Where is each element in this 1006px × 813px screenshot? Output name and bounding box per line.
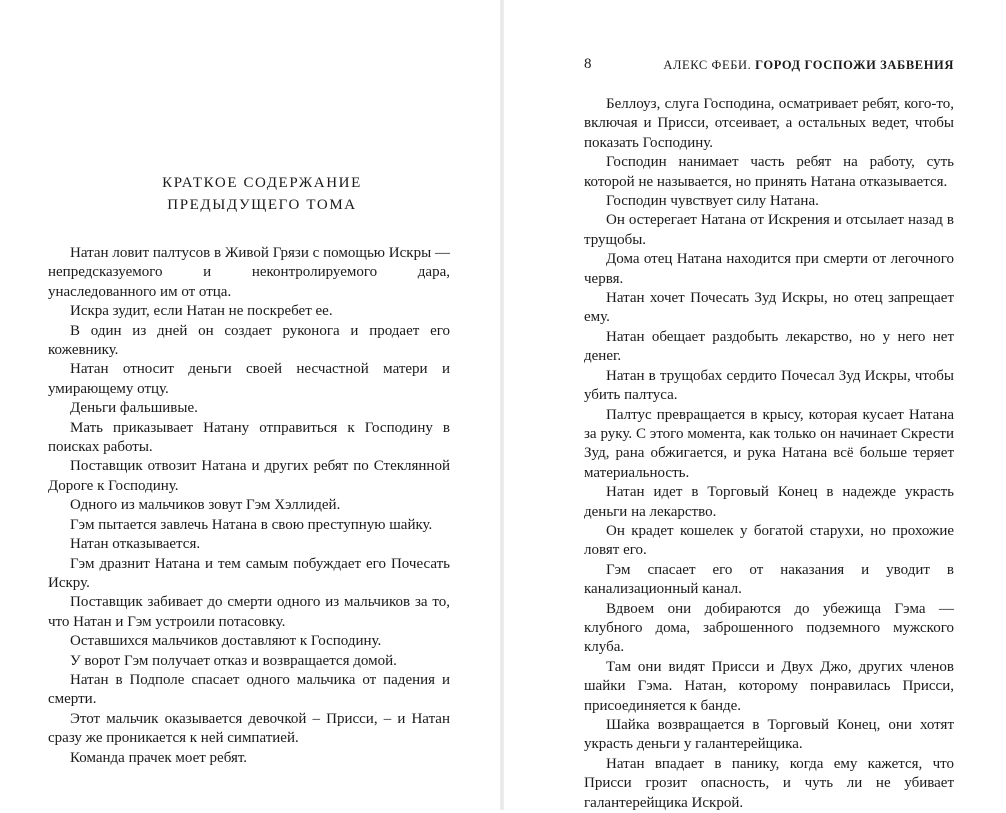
- paragraph: Команда прачек моет ребят.: [70, 749, 248, 766]
- paragraph: Беллоуз, слуга Господина, осматривает ребят, кого-то, включая и Присси, отсеивает, а остальных ведет, чтобы показать Господину.: [584, 96, 954, 151]
- right-page-body: [584, 95, 954, 813]
- paragraph: Он остерегает Натана от Искрения и отсылает назад в трущобы.: [584, 212, 954, 248]
- paragraph: Дома отец Натана находится при смерти от легочного червя.: [584, 251, 954, 287]
- paragraph: Натан обещает раздобыть лекарство, но у него нет денег.: [584, 328, 954, 365]
- paragraph: Искра зудит, если Натан не поскребет ее.: [70, 303, 333, 320]
- paragraph: Господин чувствует силу Натана.: [606, 193, 819, 210]
- paragraph: Гэм пытается завлечь Натана в свою преступную шайку.: [70, 516, 433, 533]
- running-head-title: [663, 58, 954, 73]
- paragraph: Этот мальчик оказывается девочкой – Присси, – и Натан сразу же проникается к ней симпатией.: [48, 710, 450, 747]
- running-head-book: ГОРОД ГОСПОЖИ ЗАБВЕНИЯ: [755, 58, 954, 72]
- paragraph: Натан отказывается.: [70, 536, 201, 553]
- paragraph: Натан ловит палтусов в Живой Грязи с помощью Искры — непредсказуемого и неконтролируемого дара, унаследованного им от отца.: [48, 245, 450, 300]
- paragraph: Господин нанимает часть ребят на работу, суть которой не называется, но принять Натана отказывается.: [584, 154, 954, 190]
- paragraph: Натан в Подполе спасает одного мальчика от падения и смерти.: [48, 671, 450, 708]
- left-page-body: [48, 244, 450, 768]
- paragraph: Натан впадает в панику, когда ему кажется, что Присси грозит опасность, и чуть ли не убивает галантерейщика Искрой.: [584, 755, 954, 811]
- paragraph: У ворот Гэм получает отказ и возвращается домой.: [70, 652, 397, 669]
- left-page: [0, 0, 500, 810]
- paragraph: Оставшихся мальчиков доставляют к Господину.: [70, 633, 382, 650]
- paragraph: Гэм дразнит Натана и тем самым побуждает его Почесать Искру.: [48, 555, 450, 591]
- page-number: 8: [584, 56, 592, 72]
- paragraph: Поставщик забивает до смерти одного из мальчиков за то, что Натан и Гэм устроили потасовку.: [48, 594, 450, 630]
- paragraph: Натан в трущобах сердито Почесал Зуд Искры, чтобы убить палтуса.: [584, 367, 954, 404]
- paragraph: Натан относит деньги своей несчастной матери и умирающему отцу.: [48, 361, 450, 397]
- paragraph: В один из дней он создает руконога и продает его кожевнику.: [48, 322, 450, 359]
- section-title-line-1: КРАТКОЕ СОДЕРЖАНИЕ: [162, 175, 362, 191]
- paragraph: Палтус превращается в крысу, которая кусает Натана за руку. С этого момента, как только он начинает Скрести Зуд, рана обжигается, и рука Натана всё больше теряет материальность.: [584, 406, 954, 481]
- section-title: [48, 172, 476, 216]
- paragraph: Мать приказывает Натану отправиться к Господину в поисках работы.: [48, 419, 450, 456]
- paragraph: Деньги фальшивые.: [70, 400, 198, 417]
- paragraph: Он крадет кошелек у богатой старухи, но прохожие ловят его.: [584, 522, 954, 559]
- running-head-author: АЛЕКС ФЕБИ.: [663, 58, 752, 72]
- running-head: [584, 56, 954, 76]
- paragraph: Гэм спасает его от наказания и уводит в канализационный канал.: [584, 561, 954, 598]
- paragraph: Натан идет в Торговый Конец в надежде украсть деньги на лекарство.: [584, 484, 954, 520]
- paragraph: Там они видят Присси и Двух Джо, других членов шайки Гэма. Натан, которому понравилась Присси, присоединяется к банде.: [584, 658, 954, 714]
- paragraph: Натан хочет Почесать Зуд Искры, но отец запрещает ему.: [584, 290, 954, 326]
- paragraph: Поставщик отвозит Натана и других ребят по Стеклянной Дороге к Господину.: [48, 458, 450, 494]
- right-page: [504, 0, 1006, 810]
- section-title-line-2: ПРЕДЫДУЩЕГО ТОМА: [167, 197, 357, 213]
- paragraph: Шайка возвращается в Торговый Конец, они хотят украсть деньги у галантерейщика.: [584, 717, 954, 753]
- paragraph: Вдвоем они добираются до убежища Гэма — клубного дома, заброшенного подземного мужского клуба.: [584, 600, 954, 656]
- paragraph: Одного из мальчиков зовут Гэм Хэллидей.: [70, 497, 341, 514]
